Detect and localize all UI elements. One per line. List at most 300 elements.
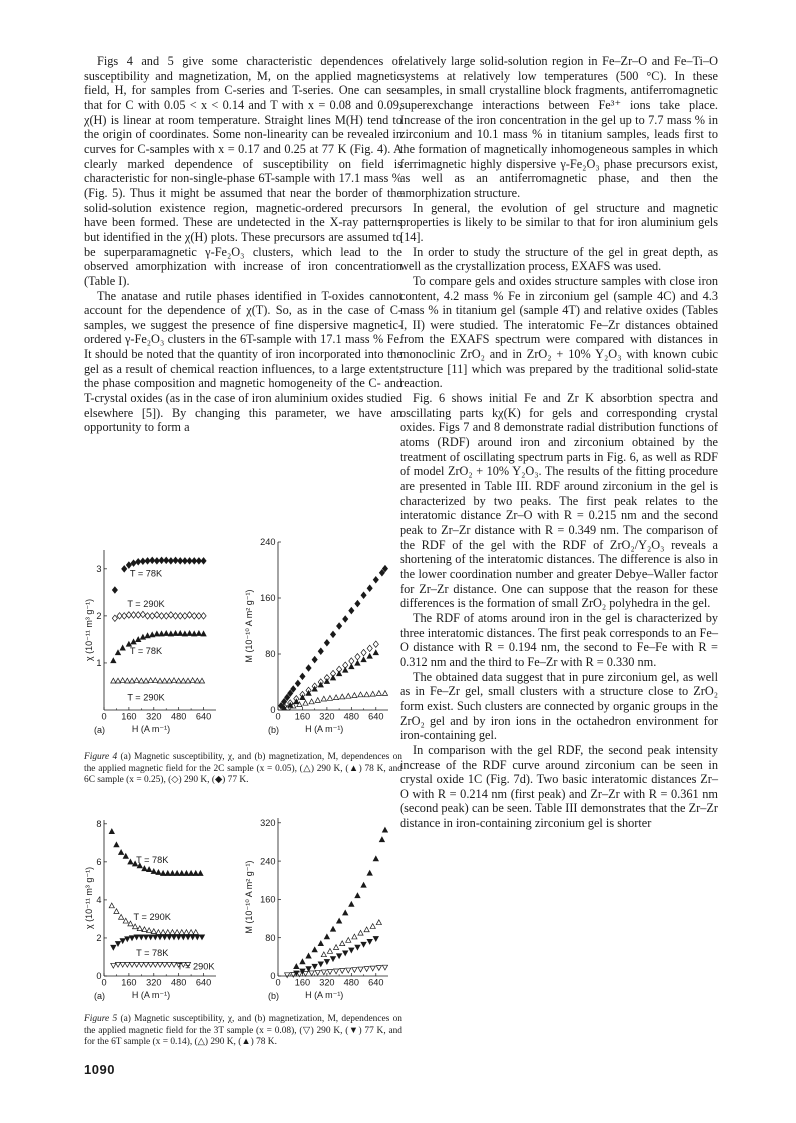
data-point-triangle-down-filled bbox=[134, 935, 139, 940]
data-point-triangle-up-filled bbox=[361, 657, 366, 662]
data-point-triangle-up-filled bbox=[330, 675, 335, 680]
body-paragraph: In comparison with the gel RDF, the second peak intensity increase of the RDF curve around zirconium can be seen in crystal oxide 1C (Fig. 7d). Two basic interatomic distances Zr–O with R = 0.214 nm (first peak) and Zr–Zr with R = 0.361 nm (second peak) can be seen. Table III demonstrates that the Zr–Zr distance in iron-containing zirconium gel is shorter bbox=[400, 742, 718, 831]
curve-annotation: T = 78K bbox=[136, 948, 169, 959]
data-point-triangle-up-open bbox=[179, 930, 184, 935]
y-axis-label: M (10⁻¹⁰ A m² g⁻¹) bbox=[244, 589, 254, 663]
data-point-triangle-down-open bbox=[157, 962, 162, 967]
data-point-triangle-up-open bbox=[157, 678, 162, 683]
curve-annotation: T = 78K bbox=[129, 646, 163, 657]
data-point-triangle-up-filled bbox=[187, 631, 192, 636]
data-point-triangle-up-filled bbox=[120, 645, 125, 650]
x-tick-label: 480 bbox=[343, 711, 360, 722]
data-point-triangle-up-open bbox=[165, 930, 170, 935]
data-point-triangle-up-open bbox=[156, 930, 161, 935]
data-point-diamond-filled bbox=[367, 585, 372, 591]
data-point-triangle-up-open bbox=[195, 678, 200, 683]
page-number: 1090 bbox=[84, 1062, 115, 1077]
data-point-triangle-down-filled bbox=[373, 936, 378, 941]
y-axis-label: M (10⁻¹⁰ A m² g⁻¹) bbox=[244, 860, 254, 934]
x-axis-label: H (A m⁻¹) bbox=[305, 990, 344, 1000]
data-point-triangle-up-filled bbox=[324, 934, 329, 939]
data-point-triangle-down-open bbox=[285, 973, 290, 978]
data-point-triangle-down-filled bbox=[190, 935, 195, 940]
body-paragraph: Fig. 6 shows initial Fe and Zr K absorbtion spectra and oscillating parts kχ(K) for gels and corresponding crystal oxides. Figs 7 and 8 demonstrate radial distribution functions of atoms (RDF) around iron and zirconium obtained by the treatment of oscillating spectrum parts in Fig. 6, as well as RDF of model ZrO₂ + 10% Y₂O₃. The results of the fitting procedure are presented in Table III. RDF around zirconium in the gel is characterized by two peaks. The first peak relates to the interatomic distance Zr–O with R = 0.215 nm and the second peak to Zr–Zr distance with R = 0.349 nm. The comparison of the RDF of the gel with the RDF of ZrO₂/Y₂O₃ reveals a shortening of the interatomic distances. The difference is also in the lower coordination number and greater Debye–Waller factor for Zr–Zr distance. One can suppose that the reason for these differences is the formation of small ZrO₂ polyhedra in the gel. bbox=[400, 391, 718, 611]
data-point-triangle-up-open bbox=[137, 926, 142, 931]
x-tick-label: 320 bbox=[146, 977, 162, 988]
data-point-triangle-up-open bbox=[181, 678, 186, 683]
y-tick-label: 3 bbox=[96, 564, 102, 575]
data-point-triangle-up-open bbox=[358, 930, 363, 935]
data-point-triangle-down-filled bbox=[167, 935, 172, 940]
data-point-triangle-down-filled bbox=[153, 935, 158, 940]
data-point-triangle-down-open bbox=[129, 962, 134, 967]
data-point-triangle-down-open bbox=[115, 962, 120, 967]
data-point-triangle-up-filled bbox=[109, 829, 114, 834]
y-tick-label: 6 bbox=[96, 857, 102, 868]
data-point-diamond-open bbox=[154, 612, 159, 618]
data-point-triangle-down-filled bbox=[143, 935, 148, 940]
y-tick-label: 240 bbox=[260, 537, 276, 548]
data-point-triangle-up-filled bbox=[196, 631, 201, 636]
x-tick-label: 160 bbox=[121, 977, 137, 988]
data-point-triangle-down-open bbox=[303, 971, 308, 976]
data-point-triangle-up-open bbox=[321, 952, 326, 957]
body-paragraph: The obtained data suggest that in pure zirconium gel, as well as in Fe–Zr gel, small clusters with a structure close to ZrO₂ form exist. Such clusters are connected by organic groups in the ZrO₂ gel and by iron ions in the octahedron environment for iron-containing gel. bbox=[400, 669, 718, 743]
data-point-triangle-up-open bbox=[346, 693, 351, 698]
figure-4 bbox=[84, 538, 402, 787]
data-point-triangle-down-open bbox=[139, 962, 144, 967]
data-point-triangle-down-filled bbox=[199, 935, 204, 940]
body-paragraph: The anatase and rutile phases identified in T-oxides cannot account for the dependence of χ(T). So, as in the case of C-samples, we suggest the presence of fine dispersive magnetic-ordered γ-Fe₂O₃ clusters in the 6T-sample with 17.1 mass % Fe. It should be noted that the quantity of iron incorporated into the gel as a result of chemical reaction influences, to a large extent, the phase composition and magnetic homogeneity of the C- and T-crystal oxides (as in the case of iron aluminium oxides studied elsewhere [5]). By changing this parameter, we have an opportunity to form a bbox=[84, 288, 402, 435]
data-point-triangle-up-open bbox=[321, 696, 326, 701]
data-point-triangle-up-open bbox=[364, 927, 369, 932]
data-series bbox=[111, 678, 205, 683]
panel-label: (b) bbox=[268, 725, 279, 735]
data-point-diamond-filled bbox=[306, 665, 311, 671]
data-point-triangle-down-filled bbox=[115, 941, 120, 946]
data-point-triangle-up-open bbox=[376, 920, 381, 925]
data-series bbox=[112, 611, 206, 621]
body-paragraph: To compare gels and oxides structure samples with close iron content, 4.2 mass % Fe in zirconium gel (sample 4C) and 4.3 mass % in titanium gel (sample 4T) and relative oxides (Tables I, II) were studied. The interatomic Fe–Zr distances obtained from the EXAFS spectrum were compared with distances in monoclinic ZrO₂ and in ZrO₂ + 10% Y₂O₃ with known cubic structure [11] which was prepared by the traditional solid-state reaction. bbox=[400, 273, 718, 391]
x-tick-label: 160 bbox=[121, 711, 137, 722]
data-point-triangle-up-open bbox=[176, 678, 181, 683]
figure-4-caption-text: (a) Magnetic susceptibility, χ, and (b) magnetization, M, dependences on the applied magnetic field for the 2C sample (x = 0.05), (△) 290 K, (▲) 78 K, and 6C sample (x = 0.25), (◇) 290 K, (◆) 77 K. bbox=[84, 752, 402, 786]
data-point-triangle-up-open bbox=[346, 937, 351, 942]
data-point-triangle-up-filled bbox=[306, 953, 311, 958]
data-point-triangle-up-filled bbox=[367, 654, 372, 659]
data-point-diamond-filled bbox=[154, 558, 159, 564]
curve-annotation: T = 78K bbox=[129, 568, 163, 579]
data-point-triangle-up-open bbox=[120, 678, 125, 683]
data-point-triangle-up-filled bbox=[324, 679, 329, 684]
data-point-triangle-up-filled bbox=[349, 902, 354, 907]
x-tick-label: 160 bbox=[294, 977, 311, 988]
data-point-diamond-filled bbox=[126, 562, 131, 568]
data-point-diamond-filled bbox=[355, 600, 360, 606]
data-point-triangle-down-filled bbox=[171, 935, 176, 940]
data-point-triangle-down-open bbox=[376, 966, 381, 971]
data-point-triangle-up-filled bbox=[170, 871, 175, 876]
data-point-triangle-up-open bbox=[171, 678, 176, 683]
y-tick-label: 80 bbox=[265, 649, 276, 660]
data-point-diamond-filled bbox=[361, 592, 366, 598]
data-point-triangle-up-open bbox=[376, 691, 381, 696]
x-tick-label: 0 bbox=[101, 711, 107, 722]
data-point-triangle-up-filled bbox=[343, 668, 348, 673]
data-point-triangle-down-filled bbox=[330, 957, 335, 962]
y-tick-label: 2 bbox=[96, 933, 102, 944]
data-point-triangle-up-filled bbox=[140, 634, 145, 639]
data-point-triangle-up-filled bbox=[330, 926, 335, 931]
data-point-triangle-down-open bbox=[309, 971, 314, 976]
data-point-triangle-up-filled bbox=[300, 959, 305, 964]
data-point-triangle-up-filled bbox=[193, 871, 198, 876]
data-point-triangle-up-filled bbox=[119, 850, 124, 855]
data-point-diamond-open bbox=[140, 611, 145, 617]
data-point-triangle-up-filled bbox=[373, 650, 378, 655]
data-point-diamond-filled bbox=[173, 557, 178, 563]
data-point-triangle-up-open bbox=[184, 930, 189, 935]
x-tick-label: 640 bbox=[368, 711, 384, 722]
data-point-triangle-up-open bbox=[175, 930, 180, 935]
panel-label: (a) bbox=[94, 725, 105, 735]
data-point-triangle-up-open bbox=[190, 678, 195, 683]
data-point-triangle-up-open bbox=[370, 924, 375, 929]
y-tick-label: 1 bbox=[96, 658, 102, 669]
data-point-triangle-up-filled bbox=[201, 631, 206, 636]
data-point-triangle-down-open bbox=[171, 962, 176, 967]
data-point-diamond-filled bbox=[150, 557, 155, 563]
data-point-triangle-down-open bbox=[167, 962, 172, 967]
data-point-triangle-up-filled bbox=[184, 871, 189, 876]
x-tick-label: 0 bbox=[275, 977, 281, 988]
y-tick-label: 240 bbox=[260, 856, 276, 867]
data-point-triangle-up-open bbox=[142, 927, 147, 932]
curve-annotation: T = 78K bbox=[136, 854, 169, 865]
data-point-triangle-up-filled bbox=[111, 658, 116, 663]
y-tick-label: 320 bbox=[260, 817, 276, 828]
data-point-triangle-up-filled bbox=[355, 893, 360, 898]
data-point-triangle-up-filled bbox=[198, 871, 203, 876]
data-point-triangle-down-open bbox=[340, 969, 345, 974]
data-point-diamond-filled bbox=[312, 656, 317, 662]
data-point-triangle-up-filled bbox=[337, 671, 342, 676]
data-point-diamond-filled bbox=[330, 631, 335, 637]
x-tick-label: 0 bbox=[101, 977, 107, 988]
data-point-triangle-up-open bbox=[193, 930, 198, 935]
x-axis-label: H (A m⁻¹) bbox=[131, 724, 171, 734]
data-point-diamond-open bbox=[168, 612, 173, 618]
body-paragraph: In order to study the structure of the gel in great depth, as well as the crystallization process, EXAFS was used. bbox=[400, 244, 718, 274]
right-text-column bbox=[400, 54, 718, 831]
body-paragraph: In general, the evolution of gel structure and magnetic properties is likely to be similar to that for iron aluminium gels [14]. bbox=[400, 200, 718, 244]
data-point-diamond-filled bbox=[140, 558, 145, 564]
data-point-triangle-down-filled bbox=[111, 945, 116, 950]
data-point-triangle-up-filled bbox=[165, 871, 170, 876]
data-point-triangle-up-open bbox=[352, 934, 357, 939]
chart-panel-fig4a bbox=[84, 550, 216, 735]
data-point-triangle-up-filled bbox=[154, 631, 159, 636]
data-point-triangle-up-open bbox=[333, 695, 338, 700]
data-point-triangle-up-filled bbox=[173, 631, 178, 636]
data-point-triangle-up-open bbox=[340, 694, 345, 699]
data-point-triangle-up-filled bbox=[343, 910, 348, 915]
figure-4-caption bbox=[84, 752, 402, 787]
data-point-triangle-up-filled bbox=[175, 871, 180, 876]
data-point-triangle-up-open bbox=[170, 930, 175, 935]
data-point-diamond-filled bbox=[145, 558, 150, 564]
data-point-triangle-up-open bbox=[189, 930, 194, 935]
data-point-triangle-up-filled bbox=[373, 856, 378, 861]
data-point-triangle-up-filled bbox=[164, 631, 169, 636]
data-point-triangle-down-filled bbox=[361, 942, 366, 947]
data-point-diamond-filled bbox=[337, 623, 342, 629]
data-point-diamond-filled bbox=[295, 680, 300, 686]
data-point-triangle-up-open bbox=[161, 930, 166, 935]
data-point-triangle-down-filled bbox=[343, 951, 348, 956]
data-point-triangle-down-filled bbox=[181, 935, 186, 940]
curve-annotation: T = 290K bbox=[127, 692, 165, 703]
data-point-triangle-up-open bbox=[123, 918, 128, 923]
data-point-triangle-up-filled bbox=[115, 650, 120, 655]
panel-label: (b) bbox=[268, 991, 279, 1001]
y-tick-label: 2 bbox=[96, 611, 102, 622]
data-point-triangle-up-open bbox=[382, 691, 387, 696]
x-tick-label: 320 bbox=[319, 977, 335, 988]
x-axis-label: H (A m⁻¹) bbox=[305, 724, 344, 734]
figure-4-label: Figure 4 bbox=[84, 752, 118, 762]
y-tick-label: 0 bbox=[270, 705, 276, 716]
x-tick-label: 640 bbox=[195, 711, 212, 722]
data-point-triangle-up-filled bbox=[312, 947, 317, 952]
data-point-triangle-down-filled bbox=[125, 937, 130, 942]
data-point-diamond-filled bbox=[349, 607, 354, 613]
data-point-diamond-open bbox=[367, 645, 372, 651]
data-point-diamond-filled bbox=[131, 560, 136, 566]
data-point-diamond-filled bbox=[112, 587, 117, 593]
data-point-triangle-up-filled bbox=[179, 871, 184, 876]
data-point-triangle-up-open bbox=[109, 903, 114, 908]
data-series bbox=[282, 650, 379, 710]
data-point-triangle-up-filled bbox=[147, 867, 152, 872]
curve-annotation: T = 290K bbox=[133, 912, 171, 923]
figure-5-plots bbox=[84, 814, 402, 1010]
data-series bbox=[278, 565, 387, 709]
x-tick-label: 640 bbox=[195, 977, 212, 988]
data-point-triangle-up-open bbox=[358, 692, 363, 697]
data-point-triangle-down-open bbox=[120, 962, 125, 967]
data-point-triangle-up-filled bbox=[294, 964, 299, 969]
data-point-triangle-down-filled bbox=[139, 935, 144, 940]
data-point-triangle-down-open bbox=[111, 963, 116, 968]
x-tick-label: 320 bbox=[319, 711, 335, 722]
data-point-diamond-open bbox=[361, 649, 366, 655]
data-point-triangle-down-open bbox=[327, 969, 332, 974]
data-point-triangle-up-open bbox=[162, 678, 167, 683]
data-point-triangle-up-open bbox=[333, 945, 338, 950]
y-axis-label: χ (10⁻¹¹ m³ g⁻¹) bbox=[84, 598, 94, 662]
x-tick-label: 480 bbox=[170, 977, 187, 988]
data-point-triangle-up-filled bbox=[189, 871, 194, 876]
x-tick-label: 320 bbox=[146, 711, 162, 722]
data-point-triangle-down-open bbox=[382, 965, 387, 970]
data-point-triangle-down-filled bbox=[337, 954, 342, 959]
figure-5-caption bbox=[84, 1014, 402, 1049]
data-point-triangle-down-filled bbox=[355, 945, 360, 950]
data-point-triangle-up-open bbox=[133, 924, 138, 929]
data-point-diamond-open bbox=[355, 654, 360, 660]
y-tick-label: 4 bbox=[96, 895, 102, 906]
curve-annotation: T = 290K bbox=[177, 961, 215, 972]
data-point-triangle-up-filled bbox=[337, 918, 342, 923]
x-tick-label: 0 bbox=[275, 711, 281, 722]
left-text-column bbox=[84, 54, 402, 435]
figure-4-plots bbox=[84, 538, 402, 748]
data-point-triangle-down-open bbox=[364, 967, 369, 972]
data-point-triangle-down-filled bbox=[120, 939, 125, 944]
data-point-triangle-up-open bbox=[114, 909, 119, 914]
data-point-triangle-up-open bbox=[151, 929, 156, 934]
data-point-triangle-up-open bbox=[327, 949, 332, 954]
data-point-diamond-filled bbox=[164, 557, 169, 563]
data-point-diamond-open bbox=[373, 641, 378, 647]
data-point-triangle-up-filled bbox=[114, 842, 119, 847]
data-point-triangle-down-open bbox=[153, 962, 158, 967]
data-point-triangle-up-filled bbox=[355, 661, 360, 666]
data-point-triangle-down-filled bbox=[162, 935, 167, 940]
data-point-triangle-up-filled bbox=[161, 871, 166, 876]
data-point-triangle-down-filled bbox=[349, 948, 354, 953]
data-series bbox=[294, 827, 388, 968]
data-point-triangle-up-filled bbox=[151, 869, 156, 874]
data-point-triangle-up-open bbox=[327, 696, 332, 701]
data-point-triangle-down-filled bbox=[324, 959, 329, 964]
data-point-triangle-up-open bbox=[134, 678, 139, 683]
data-point-diamond-filled bbox=[343, 616, 348, 622]
data-point-triangle-down-open bbox=[370, 966, 375, 971]
data-point-triangle-up-open bbox=[199, 678, 204, 683]
data-point-triangle-down-open bbox=[352, 968, 357, 973]
y-tick-label: 8 bbox=[96, 819, 102, 830]
data-point-triangle-up-open bbox=[370, 691, 375, 696]
figure-5 bbox=[84, 814, 402, 1049]
data-point-diamond-filled bbox=[324, 640, 329, 646]
data-point-triangle-up-open bbox=[147, 928, 152, 933]
y-tick-label: 0 bbox=[96, 971, 102, 982]
data-point-triangle-down-filled bbox=[185, 935, 190, 940]
data-point-triangle-up-open bbox=[309, 699, 314, 704]
data-point-triangle-up-open bbox=[340, 941, 345, 946]
body-paragraph: relatively large solid-solution region in Fe–Zr–O and Fe–Ti–O systems at relatively low temperatures (500 °C). In these samples, in small crystalline block fragments, antiferromagnetic superexchange interactions between Fe³⁺ ions take place. Increase of the iron concentration in the gel up to 7.7 mass % in zirconium and 10.1 mass % in titanium samples, leads first to the formation of magnetically inhomogeneous samples in which ferrimagnetic highly dispersive γ-Fe₂O₃ phase precursors exist, as well as an antiferromagnetic phase, and then the amorphization structure. bbox=[400, 54, 718, 200]
data-point-diamond-filled bbox=[373, 577, 378, 583]
data-point-triangle-down-open bbox=[346, 968, 351, 973]
body-paragraph: The RDF of atoms around iron in the gel is characterized by three interatomic distances. The first peak corresponds to an Fe–O distance with R = 0.194 nm, the second to Fe–Fe with R = 0.312 nm and the third to Fe–Zr with R = 0.330 nm. bbox=[400, 610, 718, 669]
data-point-triangle-down-open bbox=[358, 967, 363, 972]
data-point-diamond-open bbox=[349, 658, 354, 664]
data-point-triangle-down-open bbox=[143, 962, 148, 967]
data-point-triangle-down-open bbox=[333, 969, 338, 974]
data-point-triangle-down-filled bbox=[195, 935, 200, 940]
data-point-triangle-up-open bbox=[128, 921, 133, 926]
data-point-triangle-down-open bbox=[162, 962, 167, 967]
figure-5-label: Figure 5 bbox=[84, 1014, 118, 1024]
data-point-triangle-up-open bbox=[352, 693, 357, 698]
data-point-diamond-filled bbox=[136, 559, 141, 565]
data-point-triangle-up-filled bbox=[128, 859, 133, 864]
data-point-triangle-up-open bbox=[364, 692, 369, 697]
data-point-triangle-down-open bbox=[315, 970, 320, 975]
data-point-triangle-up-filled bbox=[156, 870, 161, 875]
data-point-triangle-up-filled bbox=[123, 854, 128, 859]
data-point-diamond-filled bbox=[168, 558, 173, 564]
data-point-triangle-down-open bbox=[148, 962, 153, 967]
data-point-triangle-up-filled bbox=[349, 664, 354, 669]
y-axis-label: χ (10⁻¹¹ m³ g⁻¹) bbox=[84, 866, 94, 930]
data-point-triangle-down-open bbox=[134, 962, 139, 967]
y-tick-label: 0 bbox=[270, 971, 276, 982]
y-tick-label: 80 bbox=[265, 932, 276, 943]
chart-panel-fig4b bbox=[244, 537, 388, 735]
x-axis-label: H (A m⁻¹) bbox=[131, 990, 171, 1000]
data-point-triangle-up-open bbox=[119, 914, 124, 919]
x-tick-label: 480 bbox=[170, 711, 187, 722]
data-point-triangle-up-filled bbox=[142, 866, 147, 871]
data-point-triangle-down-open bbox=[125, 962, 130, 967]
data-point-diamond-filled bbox=[300, 673, 305, 679]
y-tick-label: 160 bbox=[260, 593, 276, 604]
data-point-triangle-down-filled bbox=[318, 962, 323, 967]
chart-panel-fig5a bbox=[84, 819, 216, 1001]
data-point-triangle-down-filled bbox=[129, 936, 134, 941]
data-point-triangle-down-open bbox=[291, 972, 296, 977]
x-tick-label: 640 bbox=[368, 977, 384, 988]
data-point-triangle-up-filled bbox=[379, 837, 384, 842]
data-point-triangle-up-open bbox=[148, 678, 153, 683]
data-point-triangle-down-filled bbox=[157, 935, 162, 940]
figure-5-caption-text: (a) Magnetic susceptibility, χ, and (b) magnetization, M, dependences on the applied magnetic field for the 3T sample (x = 0.08), (▽) 290 K, (▼) 77 K, and for the 6T sample (x = 0.14), (△) 290 K, (▲) 78 K. bbox=[84, 1014, 402, 1048]
data-point-triangle-up-open bbox=[139, 678, 144, 683]
data-point-triangle-down-open bbox=[321, 970, 326, 975]
x-tick-label: 480 bbox=[343, 977, 360, 988]
x-tick-label: 160 bbox=[294, 711, 311, 722]
data-series bbox=[285, 691, 388, 711]
data-point-triangle-up-open bbox=[315, 698, 320, 703]
body-paragraph: Figs 4 and 5 give some characteristic dependences of susceptibility and magnetization, M, on the applied magnetic field, H, for samples from C-series and T-series. One can see that for C with 0.05 < x < 0.14 and T with x = 0.08 and 0.09, χ(H) is linear at room temperature. Straight lines M(H) tend to the origin of coordinates. Some non-linearity can be revealed in curves for C-samples with x = 0.17 and 0.25 at 77 K (Fig. 4). A clearly marked dependence of susceptibility on field is characteristic for non-single-phase 6T-sample with 17.1 mass % (Fig. 5). Thus it might be assumed that near the border of the solid-solution existence region, magnetic-ordered precursors have been formed. These are undetected in the X-ray patterns but identified in the χ(H) plots. These precursors are assumed to be superparamagnetic γ-Fe₂O₃ clusters, which lead to the observed amorphization with increase of iron concentration (Table I). bbox=[84, 54, 402, 288]
data-point-triangle-down-filled bbox=[176, 935, 181, 940]
curve-annotation: T = 290K bbox=[127, 599, 165, 610]
data-point-triangle-down-filled bbox=[367, 939, 372, 944]
chart-panel-fig5b bbox=[244, 818, 388, 1001]
data-point-triangle-down-filled bbox=[312, 964, 317, 969]
y-tick-label: 160 bbox=[260, 894, 276, 905]
data-point-triangle-up-filled bbox=[367, 870, 372, 875]
data-point-triangle-up-open bbox=[303, 700, 308, 705]
data-point-triangle-up-open bbox=[153, 678, 158, 683]
data-point-triangle-up-filled bbox=[382, 827, 387, 832]
data-point-triangle-up-filled bbox=[178, 631, 183, 636]
data-point-triangle-down-filled bbox=[148, 935, 153, 940]
data-point-triangle-up-filled bbox=[361, 882, 366, 887]
data-point-diamond-filled bbox=[122, 566, 127, 572]
panel-label: (a) bbox=[94, 991, 105, 1001]
data-point-diamond-open bbox=[187, 612, 192, 618]
data-point-triangle-up-open bbox=[111, 678, 116, 683]
data-series bbox=[109, 829, 203, 876]
data-point-diamond-filled bbox=[318, 648, 323, 654]
data-point-triangle-up-open bbox=[125, 678, 130, 683]
data-point-diamond-filled bbox=[201, 558, 206, 564]
data-point-triangle-up-filled bbox=[318, 941, 323, 946]
